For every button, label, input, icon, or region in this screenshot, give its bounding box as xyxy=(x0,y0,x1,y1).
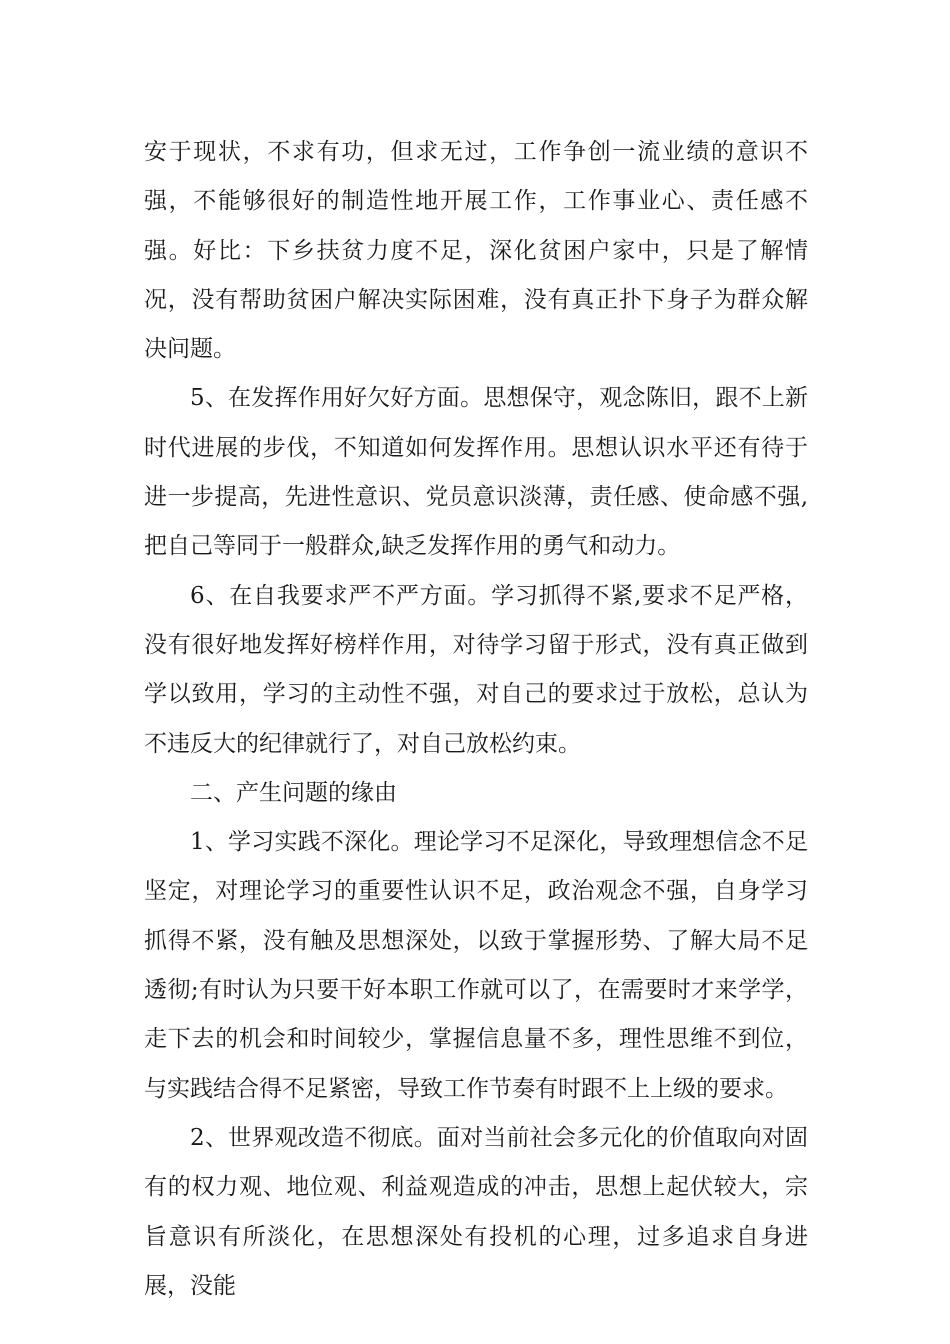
paragraph-continuation: 安于现状，不求有功，但求无过，工作争创一流业绩的意识不强，不能够很好的制造性地开展工作，工作事业心、责任感不强。好比：下乡扶贫力度不足，深化贫困户家中，只是了解情况，没有帮助贫困户解决实际困难，没有真正扑下身子为群众解决问题。 xyxy=(144,139,808,363)
paragraph-cause-2: 2、世界观改造不彻底。面对当前社会多元化的价值取向对固有的权力观、地位观、利益观造成的冲击，思想上起伏较大，宗旨意识有所淡化，在思想深处有投机的心理，过多追求自身进展，没能 xyxy=(144,1124,808,1299)
paragraph-item-5: 5、在发挥作用好欠好方面。思想保守，观念陈旧，跟不上新时代进展的步伐，不知道如何发挥作用。思想认识水平还有待于进一步提高，先进性意识、党员意识淡薄，责任感、使命感不强,把自己等同于一般群众,缺乏发挥作用的勇气和动力。 xyxy=(144,385,808,560)
section-heading-causes: 二、产生问题的缘由 xyxy=(190,779,397,806)
document-body xyxy=(144,128,808,1311)
paragraph-cause-1: 1、学习实践不深化。理论学习不足深化，导致理想信念不足坚定，对理论学习的重要性认识不足，政治观念不强，自身学习抓得不紧，没有触及思想深处，以致于掌握形势、了解大局不足透彻;有时认为只要干好本职工作就可以了，在需要时才来学学，走下去的机会和时间较少，掌握信息量不多，理性思维不到位，与实践结合得不足紧密，导致工作节奏有时跟不上上级的要求。 xyxy=(144,829,808,1102)
paragraph-item-6: 6、在自我要求严不严方面。学习抓得不紧,要求不足严格，没有很好地发挥好榜样作用，对待学习留于形式，没有真正做到学以致用，学习的主动性不强，对自己的要求过于放松，总认为不违反大的纪律就行了，对自己放松约束。 xyxy=(144,582,808,757)
